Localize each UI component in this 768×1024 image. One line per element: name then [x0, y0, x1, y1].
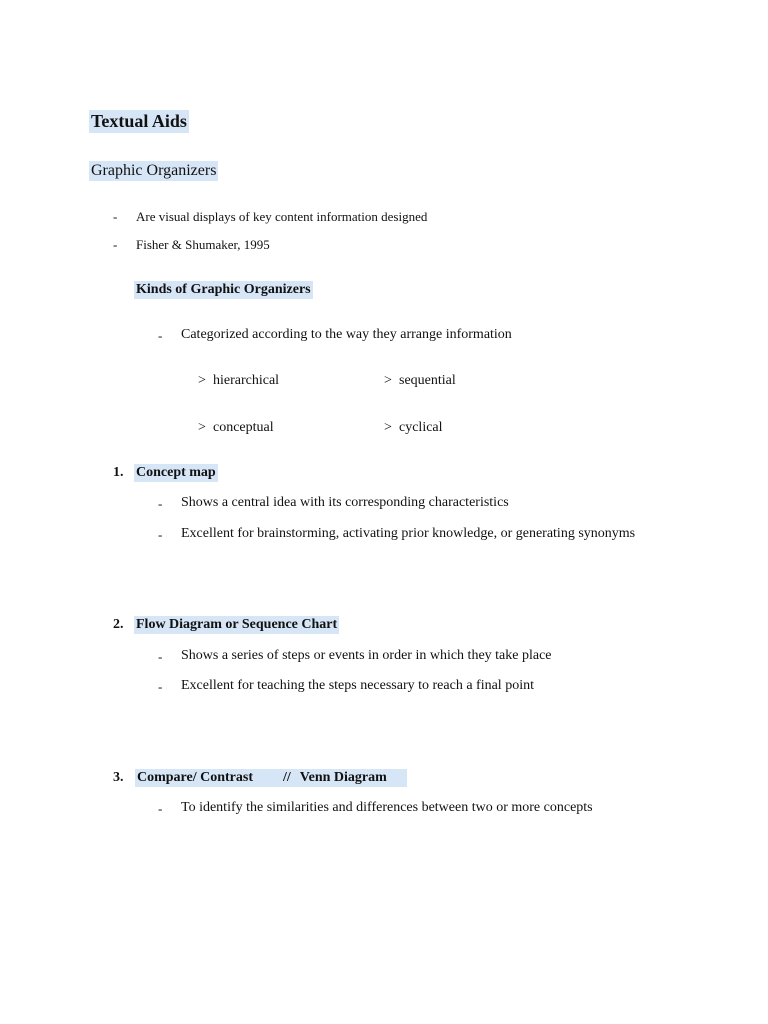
bullet-dash: -	[113, 209, 118, 224]
heading-separator: //	[283, 770, 291, 785]
section-bullet: To identify the similarities and differences between two or more concepts	[181, 800, 593, 815]
bullet-dash: -	[158, 527, 163, 542]
bullet-dash: -	[158, 801, 163, 816]
intro-bullet: Are visual displays of key content information designed	[136, 209, 428, 224]
bullet-dash: -	[158, 679, 163, 694]
section-number: 3.	[113, 770, 124, 785]
bullet-dash: -	[158, 496, 163, 511]
section-bullet: Shows a central idea with its corresponding characteristics	[181, 495, 509, 510]
bullet-dash: -	[158, 649, 163, 664]
category-marker: >	[384, 373, 392, 388]
heading-part-venn: Venn Diagram	[299, 770, 387, 785]
section-heading-flow-diagram: Flow Diagram or Sequence Chart	[136, 617, 338, 632]
section-heading-concept-map: Concept map	[136, 465, 216, 480]
section-bullet: Excellent for brainstorming, activating prior knowledge, or generating synonyms	[181, 526, 636, 541]
section-number: 1.	[113, 465, 124, 480]
category-marker: >	[198, 420, 206, 435]
category-conceptual: conceptual	[213, 420, 274, 435]
section-heading-compare-contrast	[135, 769, 407, 787]
section-subtitle: Graphic Organizers	[91, 162, 217, 179]
category-cyclical: cyclical	[399, 420, 443, 435]
bullet-dash: -	[158, 328, 163, 343]
category-sequential: sequential	[399, 373, 456, 388]
category-hierarchical: hierarchical	[213, 373, 280, 388]
category-marker: >	[384, 420, 392, 435]
document-title: Textual Aids	[91, 111, 187, 131]
section-bullet: Shows a series of steps or events in order in which they take place	[181, 648, 552, 663]
intro-bullet: Fisher & Shumaker, 1995	[136, 237, 270, 252]
category-marker: >	[198, 373, 206, 388]
section-bullet: Excellent for teaching the steps necessary to reach a final point	[181, 678, 534, 693]
kinds-bullet: Categorized according to the way they arrange information	[181, 327, 512, 342]
section-number: 2.	[113, 617, 124, 632]
kinds-heading: Kinds of Graphic Organizers	[136, 282, 311, 297]
bullet-dash: -	[113, 237, 118, 252]
heading-part-compare: Compare/ Contrast	[137, 770, 254, 785]
